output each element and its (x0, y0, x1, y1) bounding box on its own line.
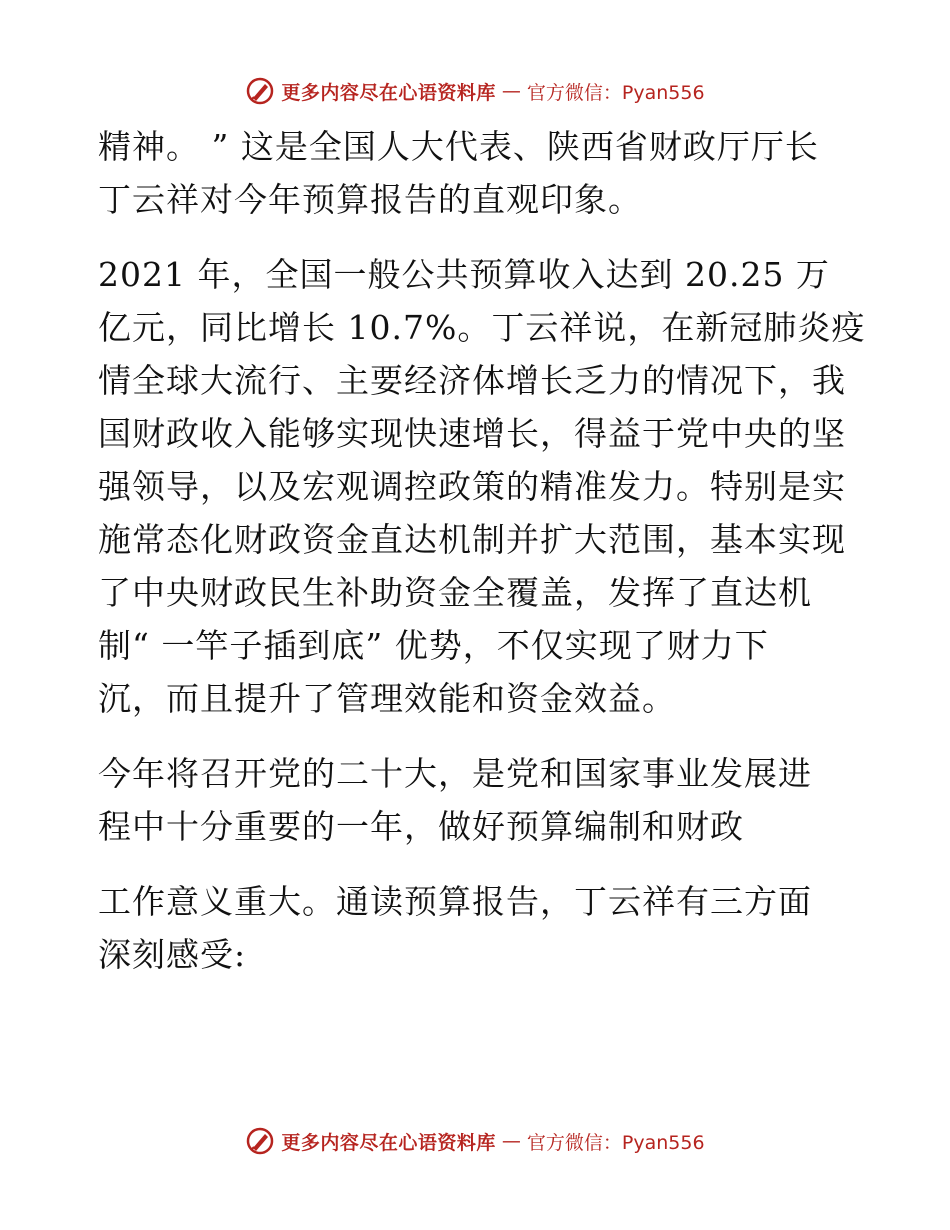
text-line: 施常态化财政资金直达机制并扩大范围，基本实现 (98, 520, 846, 559)
watermark-contact: 官方微信：Pyan556 (526, 1131, 705, 1154)
text-line: 丁云祥对今年预算报告的直观印象。 (98, 180, 642, 219)
watermark-separator: — (501, 1130, 521, 1152)
text-line: 工作意义重大。通读预算报告，丁云祥有三方面 (98, 882, 812, 921)
text-line: 沉，而且提升了管理效能和资金效益。 (98, 679, 676, 718)
paragraph (98, 747, 858, 853)
watermark-separator: — (501, 80, 521, 102)
text-line: 强领导，以及宏观调控政策的精准发力。特别是实 (98, 467, 846, 506)
text-line: 今年将召开党的二十大，是党和国家事业发展进 (98, 754, 812, 793)
quill-logo-icon (245, 1126, 275, 1156)
text-line: 2021 年，全国一般公共预算收入达到 20.25 万 (98, 255, 830, 294)
text-line: 制“ 一竿子插到底” 优势，不仅实现了财力下 (98, 626, 769, 665)
text-line: 了中央财政民生补助资金全覆盖，发挥了直达机 (98, 573, 812, 612)
text-line: 亿元，同比增长 10.7%。丁云祥说，在新冠肺炎疫 (98, 308, 866, 347)
text-line: 精神。 ” 这是全国人大代表、陕西省财政厅厅长 (98, 127, 819, 166)
paragraph (98, 248, 866, 725)
watermark-text: 更多内容尽在心语资料库 (281, 1131, 496, 1154)
text-line: 程中十分重要的一年，做好预算编制和财政 (98, 807, 744, 846)
text-line: 情全球大流行、主要经济体增长乏力的情况下，我 (98, 361, 846, 400)
watermark-text: 更多内容尽在心语资料库 (281, 81, 496, 104)
text-line: 国财政收入能够实现快速增长，得益于党中央的坚 (98, 414, 846, 453)
document-body (98, 120, 866, 1003)
quill-logo-icon (245, 76, 275, 106)
text-line: 深刻感受: (98, 935, 247, 974)
paragraph (98, 875, 858, 981)
header-watermark (0, 71, 950, 111)
paragraph (98, 120, 858, 226)
watermark-contact: 官方微信：Pyan556 (526, 81, 705, 104)
footer-watermark (0, 1121, 950, 1161)
